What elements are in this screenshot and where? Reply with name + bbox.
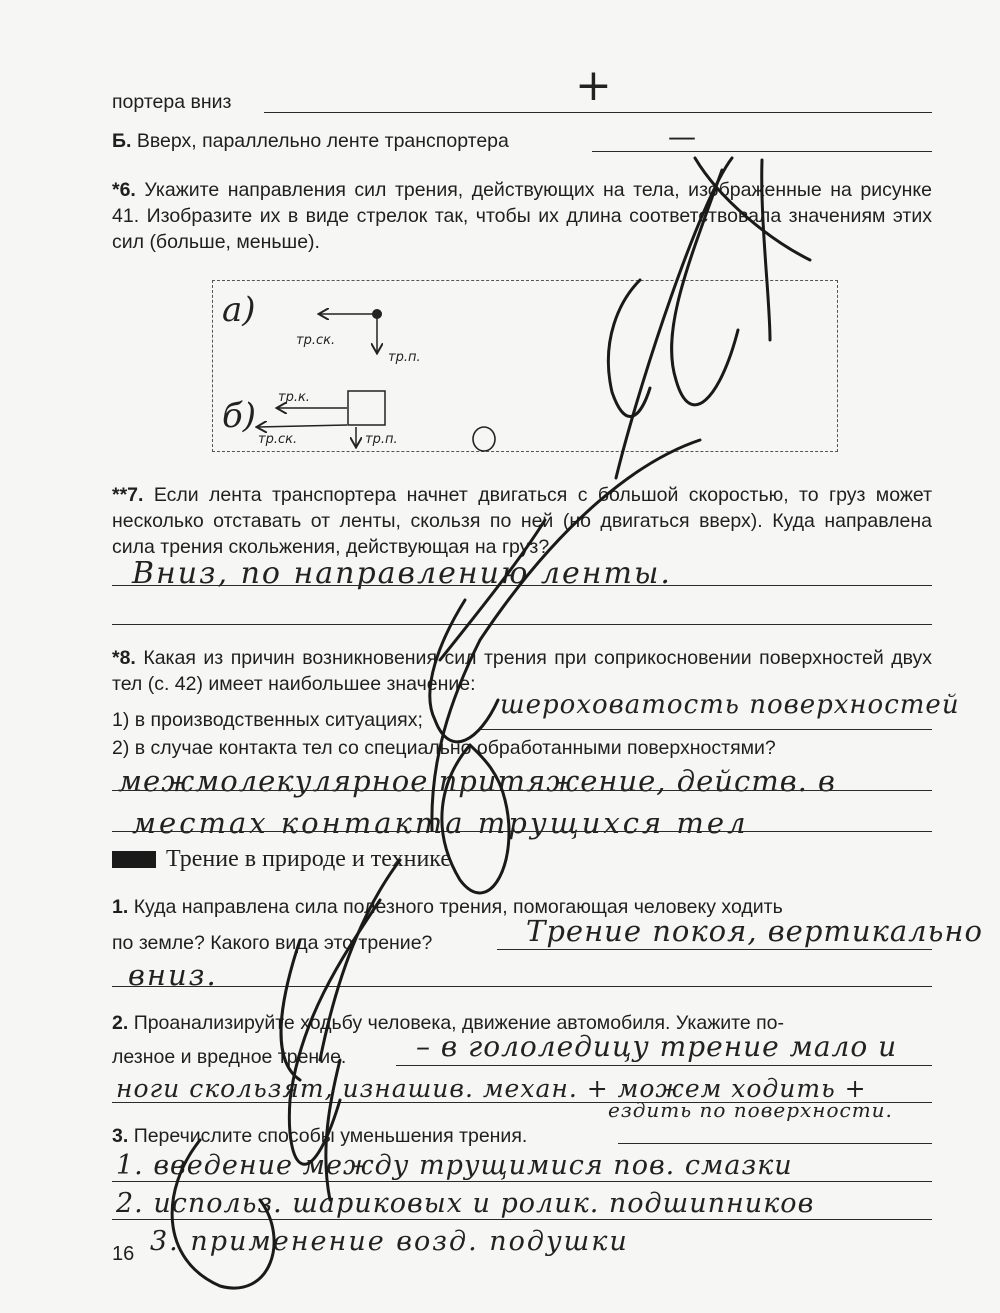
- question-8-answer-1: шероховатость поверхностей: [500, 690, 960, 720]
- question-6-number: *6.: [112, 179, 136, 201]
- question-7-answer: Вниз, по направлению ленты.: [132, 556, 672, 591]
- section-question-3-answer-a: 1. введение между трущимися пов. смазки: [116, 1150, 793, 1181]
- section-question-2-answer-b: ноги скользят, изнашив. механ. + можем ходить +: [116, 1074, 867, 1103]
- question-8-text: Какая из причин возникновения сил трения при соприкосновении поверхностей двух тел (с. 42) имеет наибольшее значение:: [112, 647, 933, 695]
- section-question-3-answer-b: 2. использ. шариковых и ролик. подшипников: [116, 1188, 815, 1219]
- question-8-number: *8.: [112, 647, 136, 669]
- section-question-1-text-1: Куда направлена сила полезного трения, помогающая человеку ходить: [133, 896, 783, 918]
- grade-scribble: [172, 158, 810, 1288]
- section-question-1-answer-a: Трение покоя, вертикально: [526, 914, 983, 948]
- section-question-3-text: Перечислите способы уменьшения трения.: [133, 1125, 528, 1147]
- question-8-answer-2b: местах контакта трущихся тел: [132, 806, 749, 840]
- pen-circle-mark: [473, 427, 495, 451]
- label-a-tr-sk: тр.ск.: [296, 333, 336, 348]
- figure-label-a: а): [222, 290, 256, 330]
- question-8-answer-2a: межмолекулярное притяжение, действ. в: [118, 764, 836, 798]
- question-8-item-1: 1) в производственных ситуациях;: [112, 709, 423, 731]
- section-question-1-number: 1.: [112, 896, 129, 918]
- label-b-tr-sk: тр.ск.: [258, 432, 298, 447]
- handwritten-plus-mark: +: [575, 60, 614, 111]
- section-question-3-answer-c: 3. применение возд. подушки: [150, 1226, 629, 1257]
- page-number: 16: [112, 1243, 135, 1265]
- question-6-text: Укажите направления сил трения, действующих на тела, изображенные на рисунке 41. Изобразите их в виде стрелок так, чтобы их длина соответствовала значениям этих сил (больше, меньше).: [112, 179, 933, 253]
- section-question-2-text-2: лезное и вредное трение.: [112, 1046, 347, 1068]
- section-question-1-text-2: по земле? Какого вида это трение?: [112, 932, 433, 954]
- label-a-tr-p: тр.п.: [388, 350, 421, 365]
- question-7-number: **7.: [112, 484, 144, 506]
- section-question-3-number: 3.: [112, 1125, 129, 1147]
- arrow-b-tr-sk: [258, 425, 347, 427]
- body-b-box: [348, 391, 385, 425]
- continued-line: портера вниз: [112, 91, 232, 113]
- label-b-tr-k: тр.к.: [278, 390, 310, 405]
- section-question-2-answer-a: – в гололедицу трение мало и: [416, 1030, 898, 1063]
- question-8-item-2: 2) в случае контакта тел со специально обработанными поверхностями?: [112, 737, 776, 759]
- section-question-2-text-1: Проанализируйте ходьбу человека, движение автомобиля. Укажите по-: [133, 1012, 785, 1034]
- option-b-text: Вверх, параллельно ленте транспортера: [136, 130, 509, 152]
- section-question-2-number: 2.: [112, 1012, 129, 1034]
- label-b-tr-p: тр.п.: [365, 432, 398, 447]
- section-title: Трение в природе и технике: [166, 846, 451, 872]
- section-question-1-answer-b: вниз.: [128, 958, 218, 992]
- option-b-label: Б.: [112, 130, 132, 152]
- figure-label-b: б): [222, 396, 257, 436]
- handwritten-minus-mark: —: [668, 120, 698, 153]
- section-question-2-answer-c: ездить по поверхности.: [608, 1098, 893, 1122]
- question-7-text: Если лента транспортера начнет двигаться с большой скоростью, то груз может несколько отставать от ленты, скользя по ней (но двигаться вверх). Куда направлена сила трения скольжения, действующая на груз?: [112, 484, 932, 558]
